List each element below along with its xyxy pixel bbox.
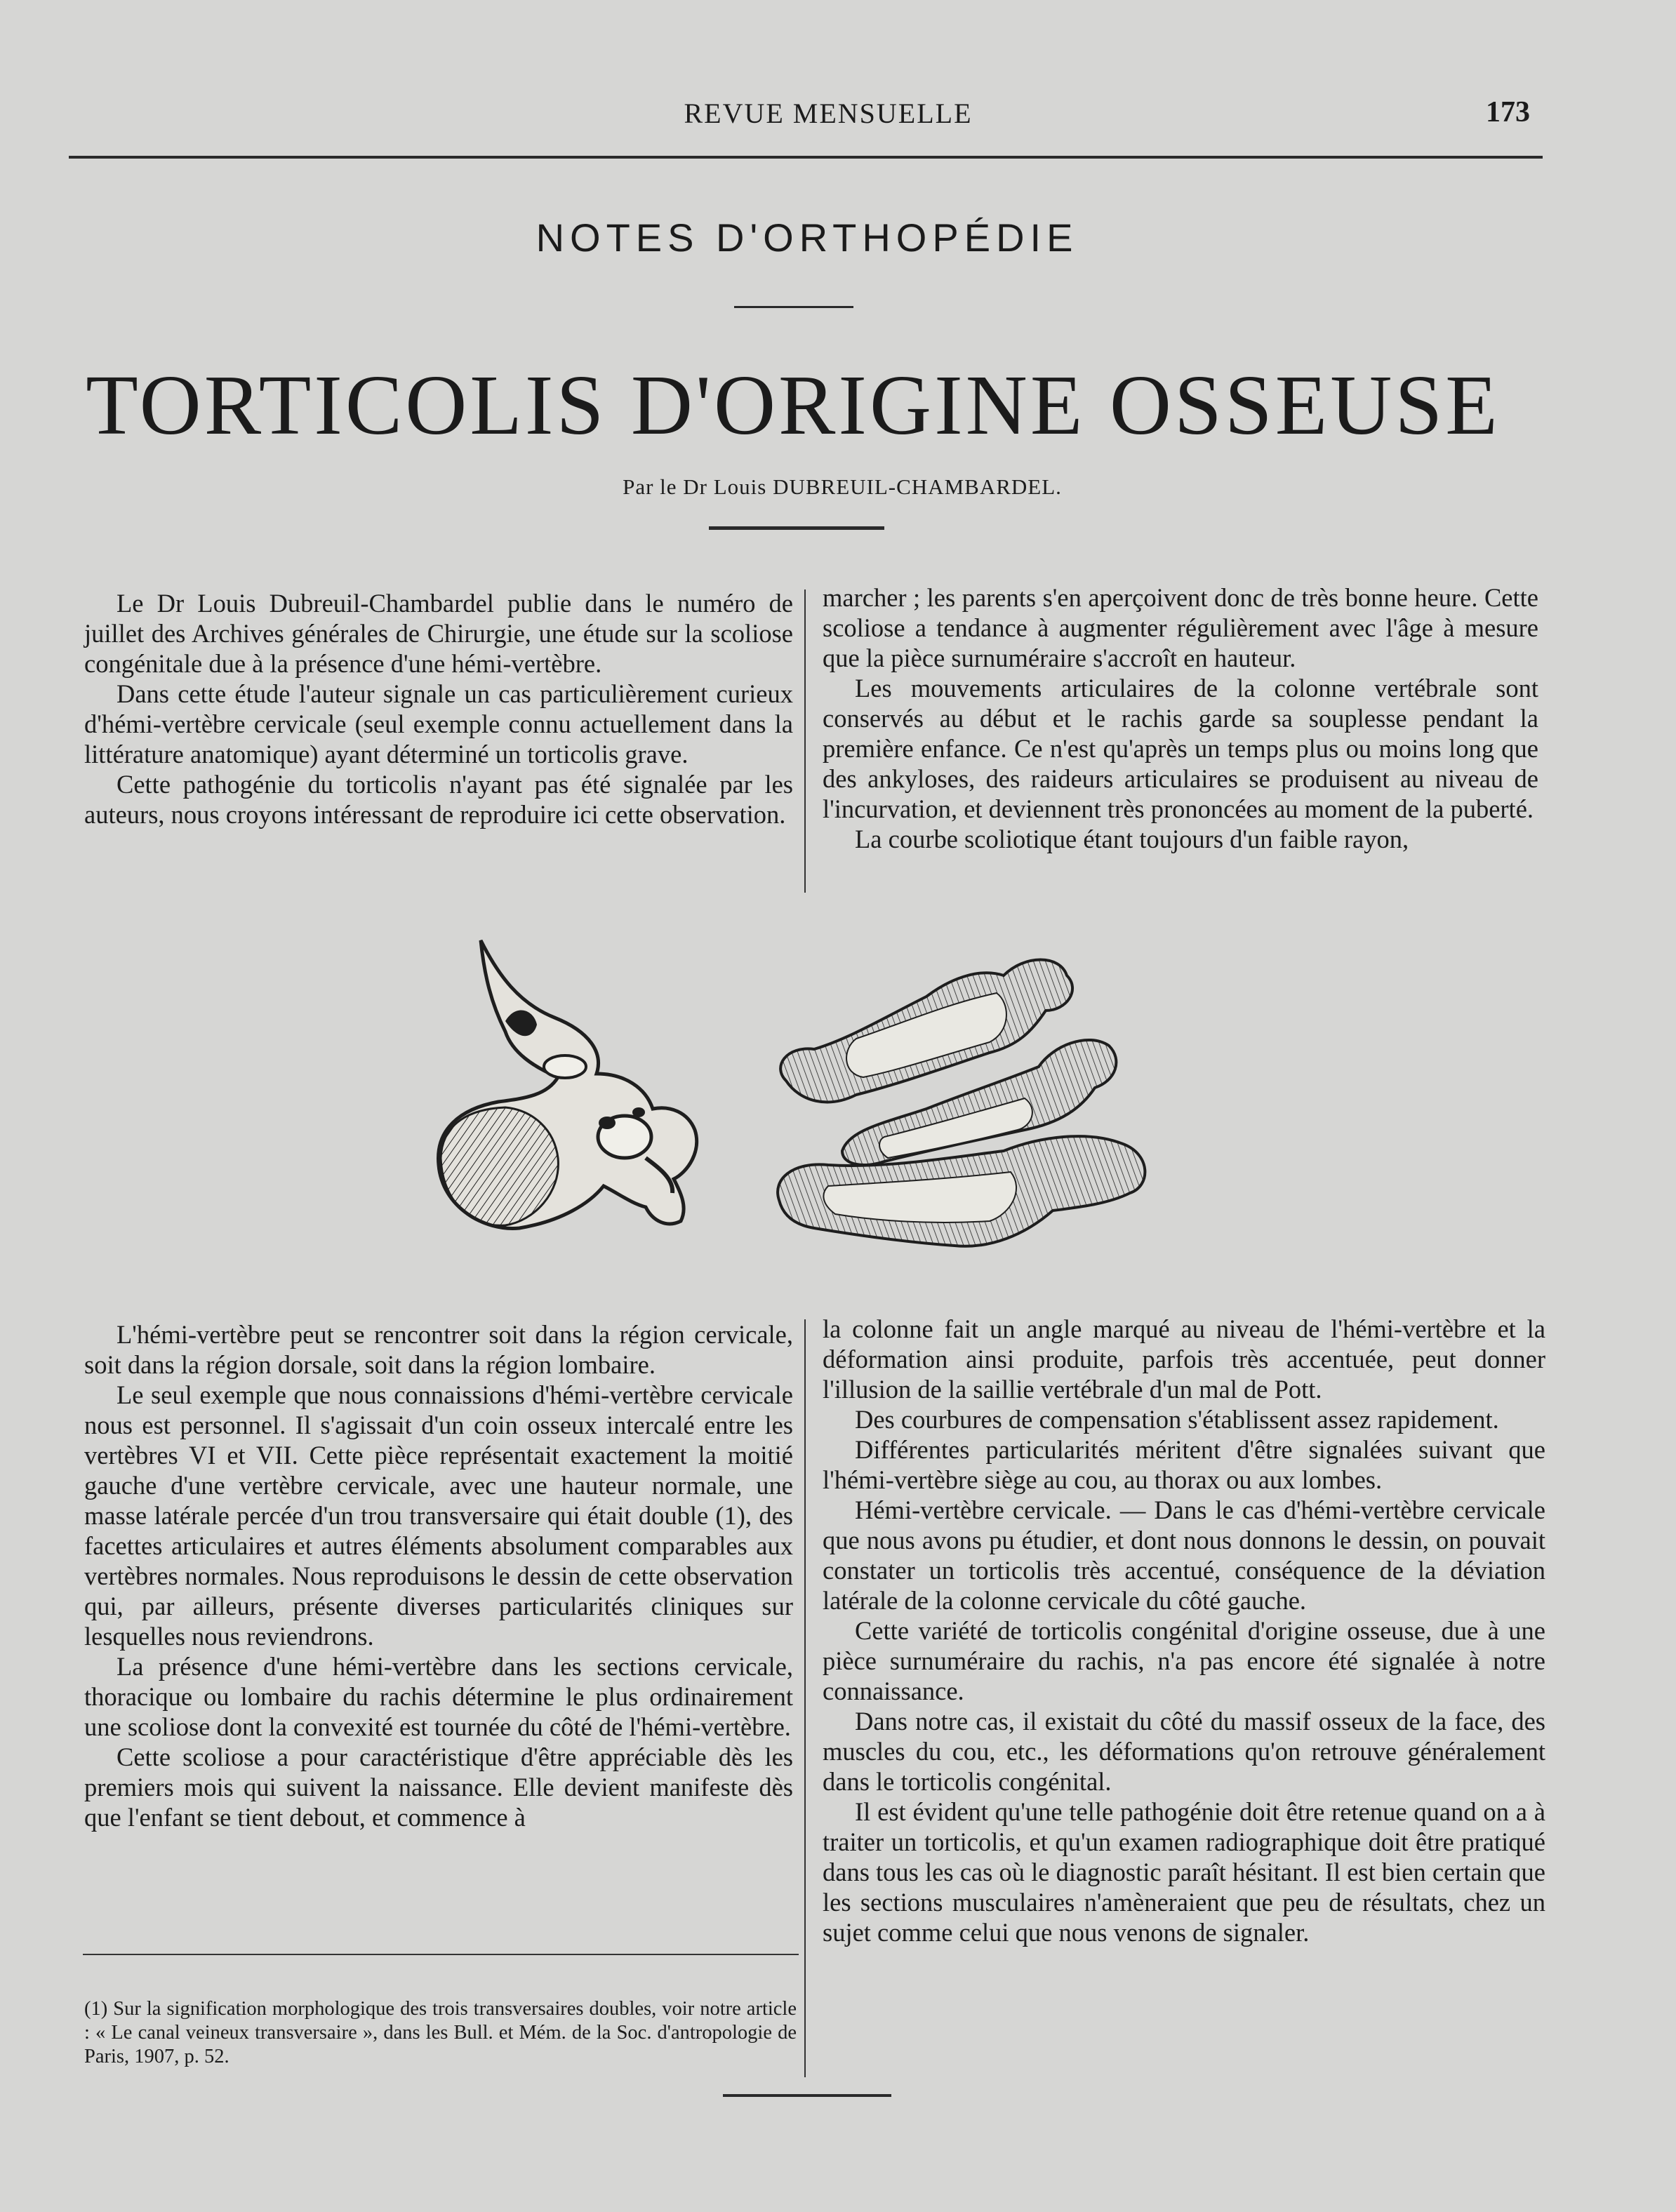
paragraph: Les mouvements articulaires de la colonne vertébrale sont conservés au début et le rachis garde sa souplesse pendant la première enfance. Ce n'est qu'après un temps plus ou moins long que des ankyloses, des raideurs articulaires se produisent au niveau de l'incurvation, et deviennent très prononcées au moment de la puberté.	[823, 674, 1538, 823]
paragraph: Le Dr Louis Dubreuil-Chambardel publie dans le numéro de juillet des Archives générales de Chirurgie, une étude sur la scoliose congénitale due à la présence d'une hémi-vertèbre.	[84, 589, 793, 678]
top-right-column	[823, 582, 1538, 854]
paragraph: marcher ; les parents s'en aperçoivent donc de très bonne heure. Cette scoliose a tendance à augmenter régulièrement avec l'âge à mesure que la pièce surnuméraire s'accroît en hauteur.	[823, 583, 1538, 672]
bottom-right-column	[823, 1314, 1545, 1947]
paragraph: L'hémi-vertèbre peut se rencontrer soit dans la région cervicale, soit dans la région dorsale, soit dans la région lombaire.	[84, 1320, 793, 1379]
top-left-column	[84, 588, 793, 830]
article-title: TORTICOLIS D'ORIGINE OSSEUSE	[86, 358, 1501, 453]
paragraph: Cette variété de torticolis congénital d'origine osseuse, due à une pièce surnuméraire du rachis, n'a pas encore été signalée à notre connaissance.	[823, 1616, 1545, 1705]
paragraph: Différentes particularités méritent d'être signalées suivant que l'hémi-vertèbre siège au cou, au thorax ou aux lombes.	[823, 1435, 1545, 1494]
byline: Par le Dr Louis DUBREUIL-CHAMBARDEL.	[623, 474, 1062, 499]
paragraph: Dans notre cas, il existait du côté du massif osseux de la face, des muscles du cou, etc., les déformations qu'on retrouve généralement dans le torticolis congénital.	[823, 1707, 1545, 1796]
vertebra-illustration-icon	[393, 926, 1221, 1291]
header-rule	[69, 156, 1543, 159]
footnote: (1) Sur la signification morphologique des trois transversaires doubles, voir notre article : « Le canal veineux transversaire », dans les Bull. et Mém. de la Soc. d'antropologie de Paris, 1907, p. 52.	[84, 1998, 797, 2067]
section-title: NOTES D'ORTHOPÉDIE	[536, 215, 1079, 260]
column-rule	[804, 589, 806, 893]
paragraph: Des courbures de compensation s'établissent assez rapidement.	[855, 1405, 1499, 1434]
section-divider	[734, 306, 853, 308]
paragraph: Dans cette étude l'auteur signale un cas particulièrement curieux d'hémi-vertèbre cervicale (seul exemple connu actuellement dans la littérature anatomique) ayant déterminé un torticolis grave.	[84, 679, 793, 768]
end-rule	[723, 2094, 891, 2097]
paragraph: Cette scoliose a pour caractéristique d'être appréciable dès les premiers mois qui suivent la naissance. Elle devient manifeste dès que l'enfant se tient debout, et commence à	[84, 1743, 793, 1832]
paragraph: Il est évident qu'une telle pathogénie doit être retenue quand on a à traiter un torticolis, et qu'un examen radiographique doit être pratiqué dans tous les cas où le diagnostic paraît hésitant. Il est bien certain que les sections musculaires n'amèneraient que peu de résultats, chez un sujet comme celui que nous venons de signaler.	[823, 1797, 1545, 1947]
page-number: 173	[1486, 96, 1530, 128]
running-title: REVUE MENSUELLE	[684, 98, 973, 129]
paragraph: Hémi-vertèbre cervicale. — Dans le cas d'hémi-vertèbre cervicale que nous avons pu étudier, et dont nous donnons le dessin, on pouvait constater un torticolis très accentué, conséquence de la déviation latérale de la colonne cervicale du côté gauche.	[823, 1495, 1545, 1615]
paragraph: la colonne fait un angle marqué au niveau de l'hémi-vertèbre et la déformation ainsi produite, parfois très accentuée, peut donner l'illusion de la saillie vertébrale d'un mal de Pott.	[823, 1314, 1545, 1404]
paragraph: La présence d'une hémi-vertèbre dans les sections cervicale, thoracique ou lombaire du rachis détermine le plus ordinairement une scoliose dont la convexité est tournée du côté de l'hémi-vertèbre.	[84, 1652, 793, 1741]
paragraph: La courbe scoliotique étant toujours d'un faible rayon,	[855, 825, 1409, 853]
paragraph: Cette pathogénie du torticolis n'ayant pas été signalée par les auteurs, nous croyons intéressant de reproduire ici cette observation.	[84, 770, 793, 829]
paragraph: Le seul exemple que nous connaissions d'hémi-vertèbre cervicale nous est personnel. Il s'agissait d'un coin osseux intercalé entre les vertèbres VI et VII. Cette pièce représentait exactement la moitié gauche d'une vertèbre cervicale, avec une hauteur normale, une masse latérale percée d'un trou transversaire qui était double (1), des facettes articulaires et autres éléments absolument comparables aux vertèbres normales. Nous reproduisons le dessin de cette observation qui, par ailleurs, présente diverses particularités cliniques sur lesquelles nous reviendrons.	[84, 1380, 793, 1651]
footnote-rule	[83, 1954, 799, 1955]
byline-divider	[709, 526, 884, 530]
bottom-left-column	[84, 1319, 793, 1832]
column-rule	[804, 1319, 806, 2077]
